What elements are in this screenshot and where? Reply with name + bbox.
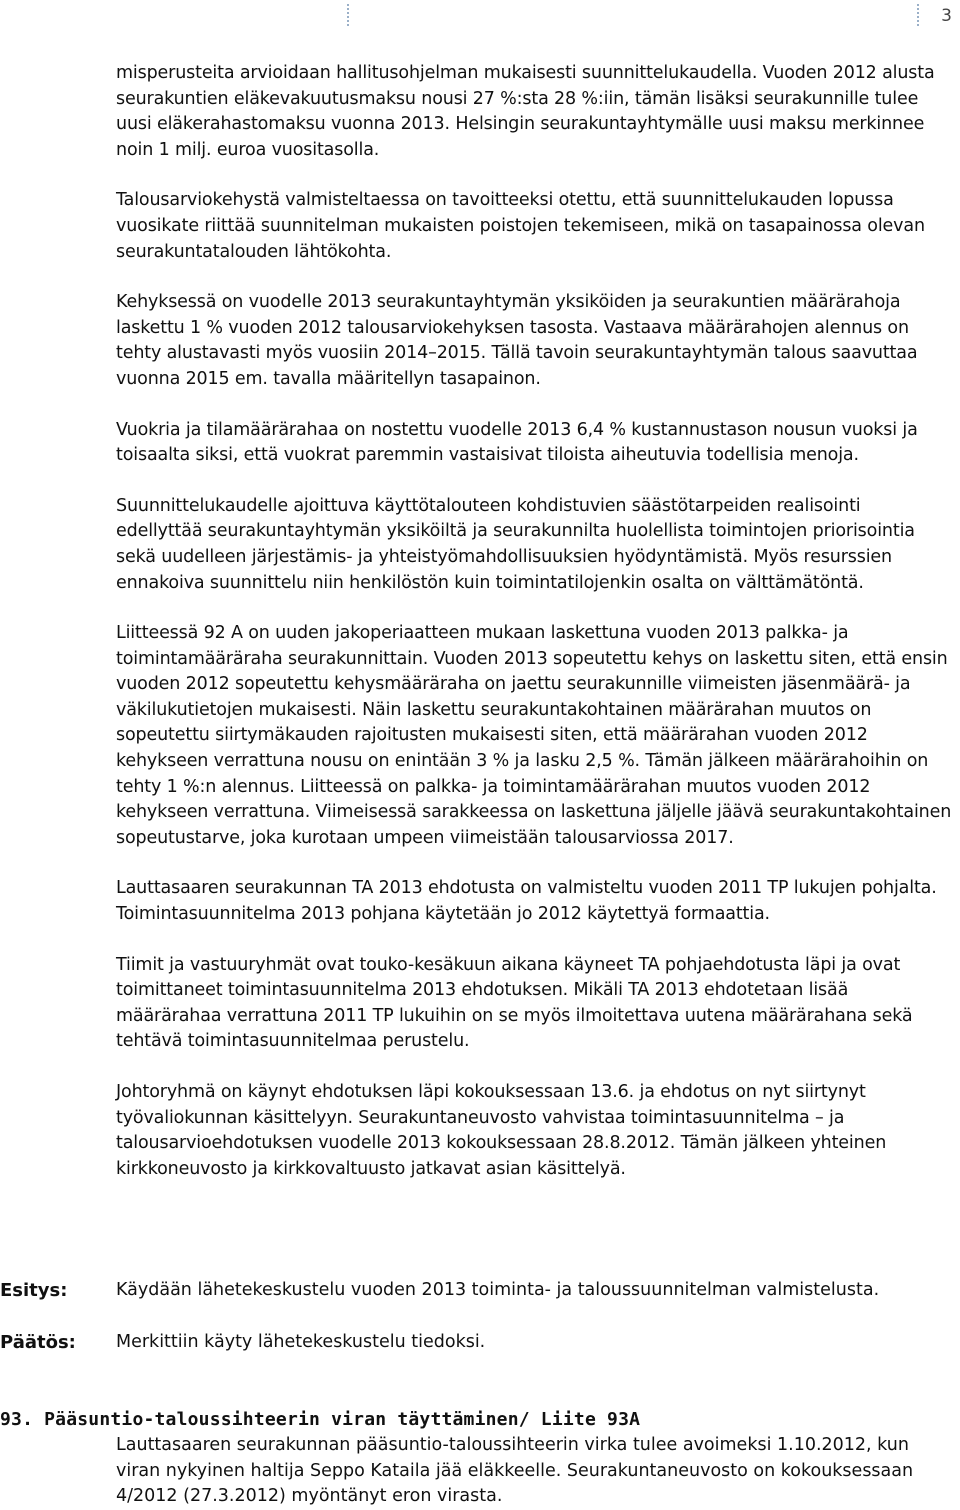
header-divider-left [347,4,349,26]
proposal-label: Esitys: [0,1280,68,1301]
paragraph: Kehyksessä on vuodelle 2013 seurakuntayhtymän yksiköiden ja seurakuntien määrärahoja laskettu 1 % vuoden 2012 talousarviokehyksen tasosta. Vastaava määrärahojen alennus on tehty alustavasti myös vuosiin 2014–2015. Tällä tavoin seurakuntayhtymän talous saavuttaa vuonna 2015 em. tavalla määritellyn tasapainon. [116,292,918,389]
paragraph: Vuokria ja tilamäärärahaa on nostettu vuodelle 2013 6,4 % kustannustason nousun vuoksi ja toisaalta siksi, että vuokrat paremmin vastaisivat tiloista aiheutuvia todellisia menoja. [116,419,918,466]
proposal-text: Käydään lähetekeskustelu vuoden 2013 toiminta- ja taloussuunnitelman valmistelusta. [116,1280,880,1300]
page-number: 3 [941,6,952,26]
paragraph: misperusteita arvioidaan hallitusohjelman mukaisesti suunnittelukaudella. Vuoden 2012 alusta seurakuntien eläkevakuutusmaksu nousi 27 %:sta 28 %:iin, tämän lisäksi seurakunnille tulee uusi eläkerahastomaksu vuonna 2013. Helsingin seurakuntayhtymälle uusi maksu merkinnee noin 1 milj. euroa vuositasolla. [116,63,935,160]
paragraph: Suunnittelukaudelle ajoittuva käyttötalouteen kohdistuvien säästötarpeiden realisointi edellyttää seurakuntayhtymän yksiköiltä ja seurakunnilta huolellista toimintojen priorisointia sekä uudelleen järjestämis- ja yhteistyömahdollisuuksien hyödyntämistä. Myös resurssien ennakoiva suunnittelu niin henkilöstön kuin toimintatilojenkin osalta on välttämätöntä. [116,495,915,593]
section-heading: 93. Pääsuntio-taloussihteerin viran täyttäminen/ Liite 93A [0,1409,641,1430]
paragraph: Liitteessä 92 A on uuden jakoperiaatteen mukaan laskettuna vuoden 2013 palkka- ja toimintamääräraha seurakunnittain. Vuoden 2013 sopeutettu kehys on laskettu siten, että ensin vuoden 2012 sopeutettu kehysmääräraha on jaettu seurakunnille viimeisten jäsenmäärä- ja väkilukutietojen mukaisesti. Näin laskettu seurakuntakohtainen määrärahan muutos on sopeutettu siirtymäkauden rajoitusten mukaisesti siten, että määrärahan vuoden 2012 kehykseen verrattuna nousu on enintään 3 % ja lasku 2,5 %. Tämän jälkeen määrärahoihin on tehty 1 %:n alennus. Liitteessä on palkka- ja toimintamäärärahan muutos vuoden 2012 kehykseen verrattuna. Viimeisessä sarakkeessa on laskettuna jäljelle jäävä seurakuntakohtainen sopeutustarve, joka kurotaan umpeen viimeistään talousarviossa 2017. [116,623,952,848]
minutes-body [116,61,952,1207]
decision-text: Merkittiin käyty lähetekeskustelu tiedoksi. [116,1332,486,1352]
decision-label: Päätös: [0,1332,76,1353]
paragraph: Johtoryhmä on käynyt ehdotuksen läpi kokouksessaan 13.6. ja ehdotus on nyt siirtynyt työvaliokunnan käsittelyyn. Seurakuntaneuvosto vahvistaa toimintasuunnitelma – ja talousarvioehdotuksen vuodelle 2013 kokouksessaan 28.8.2012. Tämän jälkeen yhteinen kirkkoneuvosto ja kirkkovaltuusto jatkavat asian käsittelyä. [116,1082,887,1179]
paragraph: Talousarviokehystä valmisteltaessa on tavoitteeksi otettu, että suunnittelukauden lopussa vuosikate riittää suunnitelman mukaisten poistojen tekemiseen, mikä on tasapainossa olevan seurakuntatalouden lähtökohta. [116,190,925,262]
paragraph: Tiimit ja vastuuryhmät ovat touko-kesäkuun aikana käyneet TA pohjaehdotusta läpi ja ovat toimittaneet toimintasuunnitelma 2013 ehdotuksen. Mikäli TA 2013 ehdotetaan lisää määrärahaa verrattuna 2011 TP lukuihin on se myös ilmoitettava uutena määrärahana sekä tehtävä toimintasuunnitelmaa perustelu. [116,954,913,1052]
paragraph: Lauttasaaren seurakunnan TA 2013 ehdotusta on valmisteltu vuoden 2011 TP lukujen pohjalta. Toimintasuunnitelma 2013 pohjana käytetään jo 2012 käytettyä formaattia. [116,878,937,925]
section-text: Lauttasaaren seurakunnan pääsuntio-taloussihteerin virka tulee avoimeksi 1.10.2012, kun viran nykyinen haltija Seppo Kataila jää eläkkeelle. Seurakuntaneuvosto on kokouksessaan 4/2012 (27.3.2012) myöntänyt eron virasta. [116,1435,914,1507]
header-divider-right [917,4,919,26]
